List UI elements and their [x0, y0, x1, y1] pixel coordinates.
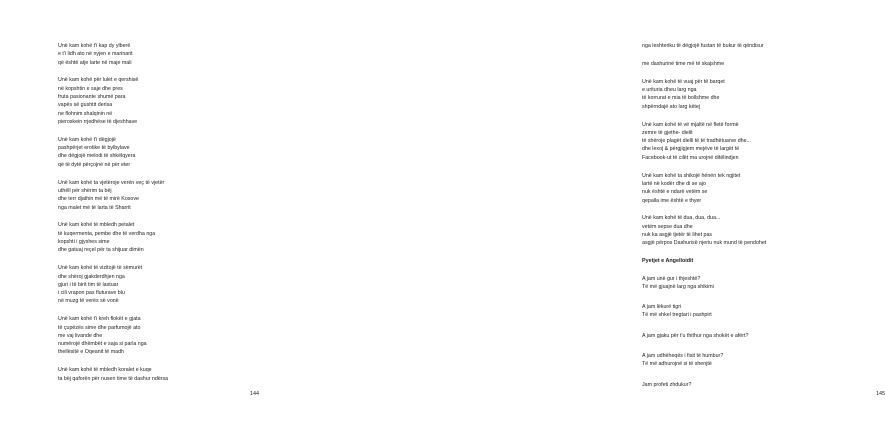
poem-title: Pyetjet e Angelloidit	[642, 258, 694, 265]
poem-line: që të dytë përçojnë në për eter	[58, 161, 131, 168]
poem-line: Unë kam kohë të vë mjaltë në fletë formë	[642, 121, 739, 128]
poem-line: lartë në kodër dhe di se ajo	[642, 180, 706, 187]
poem-line: gjuri i të birit tim të lastuar	[58, 281, 119, 288]
poem-line: Të më shkel tregtari i pashpirt	[642, 312, 712, 319]
poem-line: ne flohnim shalqinin në	[58, 110, 113, 117]
question-stanza	[642, 381, 872, 389]
poem-line: Unë kam kohë të mbledh koralet e kuqe	[58, 367, 152, 374]
poem-line: Facebook-ut të cilët ma urojnë ditëlindjen	[642, 154, 739, 161]
poem-line: pashpërjet erotike të bylbylave	[58, 145, 130, 152]
page-number-right: 145	[876, 391, 885, 397]
poem-line: nuk ka asgjë tjetër të lihet pas	[642, 232, 713, 239]
poem-line: Unë kam kohë t'i dëgjojë	[58, 136, 116, 143]
poem-line: kopshti i gjyshes sime	[58, 239, 110, 246]
poem-line: i cili vrapon pas fluturave blu	[58, 290, 125, 297]
poem-line: asgjë përpos Dashurisë njeriu nuk mund të pendohet	[642, 240, 767, 247]
poem-line: në kopshtin e saje dhe pres	[58, 85, 123, 92]
poem-line: nga leshteriku të dëgjojë fustan të bukur të qëndisur	[642, 43, 764, 49]
stanza	[642, 42, 872, 50]
stanza	[642, 60, 872, 68]
poem-line: dhe terr djathin më të mirë Kosove	[58, 196, 139, 203]
poem-line: në muzg të verës së vonë	[58, 298, 119, 305]
poem-line: Unë kam kohë për lulet e qershisë	[58, 77, 139, 84]
stanza	[58, 221, 288, 254]
poem-line: e t'i lidh ato në nyjen e marinarit	[58, 51, 133, 58]
poem-line: dhe lexoj & përgjigjem mejëve të largët të	[642, 146, 740, 153]
poem-line: me vaj livande dhe	[58, 332, 103, 339]
poem-line: të kuqermenta, pembe dhe të verdha nga	[58, 230, 156, 237]
poem-line: dhe gatuaj reçel për ta shijuar dimën	[58, 247, 144, 254]
poem-line: Të më gjuajnë larg nga shikimi	[642, 283, 714, 290]
poem-line: e urituria dheu larg nga	[642, 87, 697, 94]
stanza	[58, 315, 288, 356]
stanza	[642, 78, 872, 111]
poem-line: dhe dëgjojë melodi të shkëlqyera	[58, 153, 136, 160]
poem-line: Jam profeti zhdukur?	[642, 381, 692, 388]
stanza	[642, 172, 872, 205]
poem-line: Unë kam kohë t'i kreh flokët e gjata	[58, 316, 141, 323]
poem-line: Unë kam kohë të dua, dua, dua...	[642, 215, 721, 222]
stanza	[58, 42, 288, 67]
poem-line: Unë kam kohë ta shikojë hënën tek ngjitet	[642, 172, 741, 179]
poem-column-left	[58, 42, 288, 393]
poem-line: Unë kam kohë t'i kap dy ylberë	[58, 43, 131, 49]
poem-line: thellësitë e Oqeanit të madh	[58, 349, 124, 356]
question-stanza	[642, 332, 872, 340]
poem-line: nuk është e ndarë vetëm se	[642, 189, 708, 196]
poem-line: Të më adhurojnë si të shenjtë	[642, 361, 712, 368]
poem-line: Unë kam kohë ta vjetëroje verën veç të vjetër	[58, 179, 165, 186]
poem-line: zemre të gjethe- dielit	[642, 129, 693, 136]
right-page	[300, 0, 885, 423]
question-stanza	[642, 275, 872, 292]
poem-line: të korrurat e mia të bollshme dhe	[642, 95, 720, 102]
poem-line: A jam unë gur i thjeshtë?	[642, 275, 701, 282]
poem-line: shpërndajë ato larg këtej	[642, 103, 701, 110]
poem-line: A jam udhëheqës i fisit të humbur?	[642, 352, 724, 359]
stanza	[58, 136, 288, 169]
poem-line: A jam gjaku për t'u thithur nga shokët e afërt?	[642, 332, 749, 339]
poem-line: me dashurinë time më të skajshme	[642, 60, 725, 67]
stanza	[58, 366, 288, 383]
poem-line: të çupëzës sime dhe parfumojë ato	[58, 324, 141, 331]
stanza	[642, 214, 872, 247]
poem-line: Unë kam kohë të vuaj për të barqet	[642, 78, 725, 85]
poem-line: vapës së gushtit derisa	[58, 102, 113, 109]
page-number-left: 144	[250, 391, 259, 397]
poem-line: Unë kam kohë të mbledh petalet	[58, 222, 135, 229]
stanza	[58, 76, 288, 126]
poem-line: uthëll për shërim ta bëj	[58, 187, 112, 194]
poem-line: vetëm sepse dua dhe	[642, 223, 693, 230]
stanza	[642, 121, 872, 162]
poem-line: qepalla ime është e thyer	[642, 197, 702, 204]
question-stanza	[642, 352, 872, 369]
poem-line: numërojë dhëmbët e saja si parla nga	[58, 341, 147, 348]
poem-line: A jam lëkurë tigri	[642, 304, 682, 311]
poem-line: fruta pasionante shumë para	[58, 94, 126, 101]
question-stanza	[642, 303, 872, 320]
poem-line: Unë kam kohë të vizitojë të sëmurët	[58, 265, 143, 272]
poem-column-right	[642, 42, 872, 401]
stanza	[58, 264, 288, 305]
poem-line: që është atje larte në maje mali	[58, 59, 132, 66]
poem-line: të shëroje plagët dielli të të tradhëtuarve dhe...	[642, 138, 751, 145]
stanza	[58, 179, 288, 212]
poem-line: pieroskein rrjedhëse të djeshhave	[58, 118, 138, 125]
poem-line: ta bëj qaforën për nusen time të dashur ndërsa	[58, 375, 169, 382]
poem-line: nga malet më të larta të Sharrit	[58, 204, 131, 211]
poem-line: dhe shëroj gjakderdhjen nga	[58, 273, 125, 280]
left-page	[0, 0, 300, 423]
